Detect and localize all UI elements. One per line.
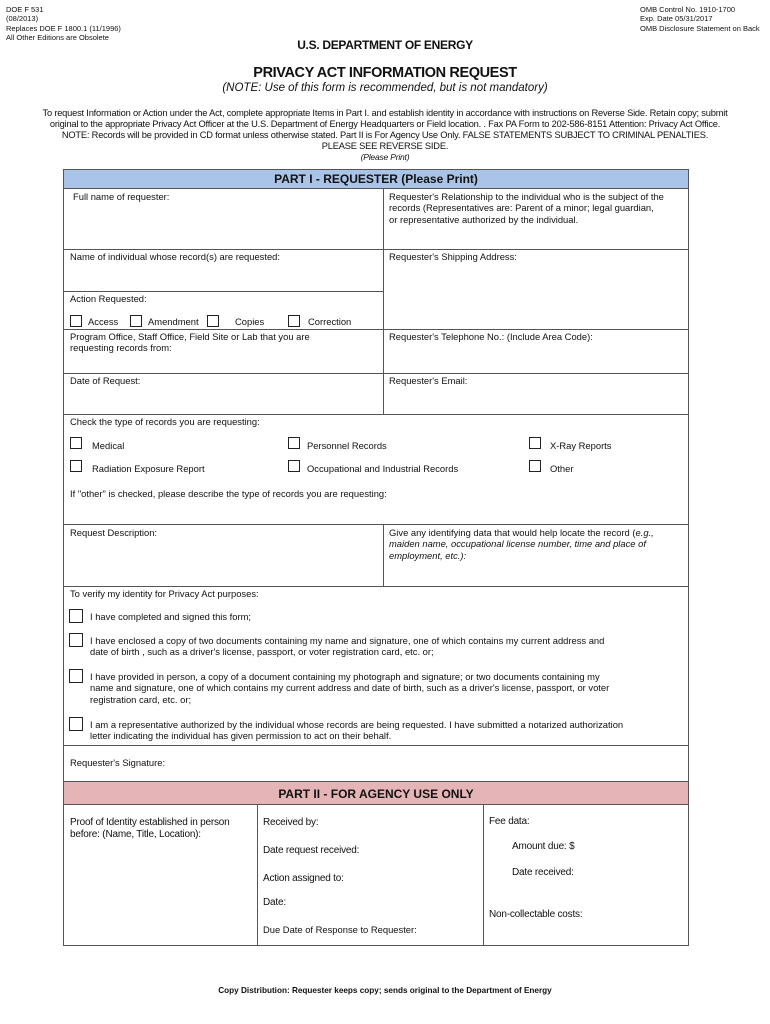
verify-in-person-label <box>90 671 609 705</box>
date-of-request-label: Date of Request: <box>70 375 141 386</box>
verify-enclosed-line-2: date of birth , such as a driver's license, passport, or voter registration card, etc. or; <box>90 646 434 658</box>
divider <box>383 524 384 587</box>
type-occupational-label: Occupational and Industrial Records <box>307 463 459 474</box>
shipping-address-label: Requester's Shipping Address: <box>389 251 517 262</box>
fee-data-label: Fee data: <box>489 816 530 827</box>
omb-expiration: Exp. Date 05/31/2017 <box>640 14 713 24</box>
type-medical-label: Medical <box>92 440 125 451</box>
type-other-label: Other <box>550 463 574 474</box>
proof-of-identity-label <box>70 817 230 841</box>
verify-enclosed-label <box>90 635 604 658</box>
divider <box>383 249 384 415</box>
program-office-label <box>70 331 310 354</box>
checkbox-verify-enclosed[interactable] <box>69 633 83 647</box>
program-office-line-2: requesting records from: <box>70 342 172 354</box>
privacy-act-form <box>63 169 689 946</box>
action-assigned-label: Action assigned to: <box>263 873 344 884</box>
please-print-note: (Please Print) <box>360 152 410 162</box>
identifying-data-label <box>389 527 654 561</box>
verify-representative-label <box>90 719 623 742</box>
verify-in-person-line-3: registration card, etc. or; <box>90 693 192 705</box>
copy-distribution-note: Copy Distribution: Requester keeps copy; sends original to the Department of Energy <box>218 986 552 995</box>
divider <box>64 745 688 746</box>
checkbox-amendment[interactable] <box>207 315 219 327</box>
received-by-label: Received by: <box>263 817 319 828</box>
divider <box>257 805 258 946</box>
divider <box>64 524 688 525</box>
full-name-label: Full name of requester: <box>73 191 170 202</box>
date-received-label: Date received: <box>512 867 574 878</box>
checkbox-occupational[interactable] <box>288 460 300 472</box>
type-radiation-label: Radiation Exposure Report <box>92 463 205 474</box>
identifying-line-2: maiden name, occupational license number, time and place of <box>389 538 646 550</box>
verify-signed-label: I have completed and signed this form; <box>90 611 252 622</box>
checkbox-verify-in-person[interactable] <box>69 669 83 683</box>
proof-line-1: Proof of Identity established in person <box>70 817 230 828</box>
program-office-line-1: Program Office, Staff Office, Field Site or Lab that you are <box>70 331 310 342</box>
type-personnel-label: Personnel Records <box>307 440 387 451</box>
email-label: Requester's Email: <box>389 375 468 386</box>
date-request-received-label: Date request received: <box>263 845 360 856</box>
verify-in-person-line-2: name and signature, one of which contains my current address and date of birth, such as a driver's license, passport, or voter <box>90 682 610 694</box>
part2-date-label: Date: <box>263 897 286 908</box>
verify-identity-label: To verify my identity for Privacy Act purposes: <box>70 588 259 599</box>
divider <box>483 805 484 946</box>
verify-in-person-line-1: I have provided in person, a copy of a document containing my photograph and signature; or two documents containing my <box>90 671 600 682</box>
identifying-line-3: employment, etc.): <box>389 549 467 561</box>
verify-representative-line-1: I am a representative authorized by the individual whose records are being requested. I have submitted a notarized authorization <box>90 719 624 730</box>
form-date: (08/2013) <box>6 14 39 24</box>
checkbox-copies[interactable] <box>288 315 300 327</box>
action-amendment-label: Amendment <box>148 316 199 327</box>
signature-label: Requester's Signature: <box>70 757 166 768</box>
subject-name-label: Name of individual whose record(s) are requested: <box>70 251 280 262</box>
checkbox-verify-signed[interactable] <box>69 609 83 623</box>
part2-heading: PART II - FOR AGENCY USE ONLY <box>64 781 688 805</box>
proof-line-2: before: (Name, Title, Location): <box>70 829 201 840</box>
page-title: PRIVACY ACT INFORMATION REQUEST <box>253 65 517 81</box>
checkbox-personnel[interactable] <box>288 437 300 449</box>
divider <box>64 373 688 374</box>
non-collectable-costs-label: Non-collectable costs: <box>489 909 583 920</box>
relationship-label <box>389 191 664 225</box>
instructions-line-4: PLEASE SEE REVERSE SIDE. <box>321 141 449 151</box>
amount-due-label: Amount due: $ <box>512 841 575 852</box>
divider <box>64 586 688 587</box>
instructions-line-3: NOTE: Records will be provided in CD format unless otherwise stated. Part II is For Agency Use Only. FALSE STATEMENTS SUBJECT TO CRIMINAL PENALTIES. <box>61 130 709 140</box>
checkbox-amendment-left[interactable] <box>130 315 142 327</box>
instructions-line-1: To request Information or Action under the Act, complete appropriate Items in Part I. and establish identity in accordance with instructions on Reverse Side. Retain copy; submit <box>42 108 728 118</box>
divider <box>64 329 688 330</box>
telephone-label: Requester's Telephone No.: (Include Area Code): <box>389 331 593 342</box>
verify-enclosed-line-1: I have enclosed a copy of two documents containing my name and signature, one of which contains my current address and <box>90 635 605 646</box>
checkbox-medical[interactable] <box>70 437 82 449</box>
checkbox-xray[interactable] <box>529 437 541 449</box>
relationship-line-2: records (Representatives are: Parent of a minor; legal guardian, <box>389 202 654 214</box>
checkbox-access[interactable] <box>70 315 82 327</box>
omb-disclosure: OMB Disclosure Statement on Back <box>640 23 760 33</box>
form-identifier-block <box>6 5 121 42</box>
divider <box>64 291 383 292</box>
department-name: U.S. DEPARTMENT OF ENERGY <box>297 38 473 52</box>
identifying-line-1: Give any identifying data that would help locate the record ( <box>389 527 636 538</box>
divider <box>64 414 688 415</box>
omb-control-number: OMB Control No. 1910-1700 <box>640 5 736 14</box>
action-requested-label: Action Requested: <box>70 293 147 304</box>
part1-heading: PART I - REQUESTER (Please Print) <box>64 170 688 189</box>
form-obsolete-note: All Other Editions are Obsolete <box>6 32 109 42</box>
action-copies-label: Copies <box>235 316 265 327</box>
omb-block <box>640 5 760 33</box>
instructions <box>20 108 750 163</box>
form-replaces: Replaces DOE F 1800.1 (11/1996) <box>6 23 121 33</box>
divider <box>383 189 384 250</box>
usage-note: (NOTE: Use of this form is recommended, but is not mandatory) <box>222 82 548 94</box>
divider <box>64 249 688 250</box>
identifying-eg: e.g., <box>635 527 654 538</box>
action-correction-label: Correction <box>308 316 352 327</box>
checkbox-other[interactable] <box>529 460 541 472</box>
relationship-line-3: or representative authorized by the individual. <box>389 213 579 225</box>
relationship-line-1: Requester's Relationship to the individual who is the subject of the <box>389 191 664 202</box>
form-number: DOE F 531 <box>6 5 44 14</box>
type-xray-label: X-Ray Reports <box>550 440 612 451</box>
record-type-label: Check the type of records you are requesting: <box>70 416 260 427</box>
checkbox-verify-representative[interactable] <box>69 717 83 731</box>
other-describe-label: If "other" is checked, please describe the type of records you are requesting: <box>70 488 387 499</box>
instructions-line-2: original to the appropriate Privacy Act Officer at the U.S. Department of Energy Headquarters or Field location. . Fax PA Form to 202-586-8151 Attention: Privacy Act Office. <box>49 119 721 129</box>
checkbox-radiation[interactable] <box>70 460 82 472</box>
due-date-label: Due Date of Response to Requester: <box>263 924 417 935</box>
verify-representative-line-2: letter indicating the individual has given permission to act on their behalf. <box>90 730 392 742</box>
request-description-label: Request Description: <box>70 527 158 538</box>
action-access-label: Access <box>88 316 119 327</box>
